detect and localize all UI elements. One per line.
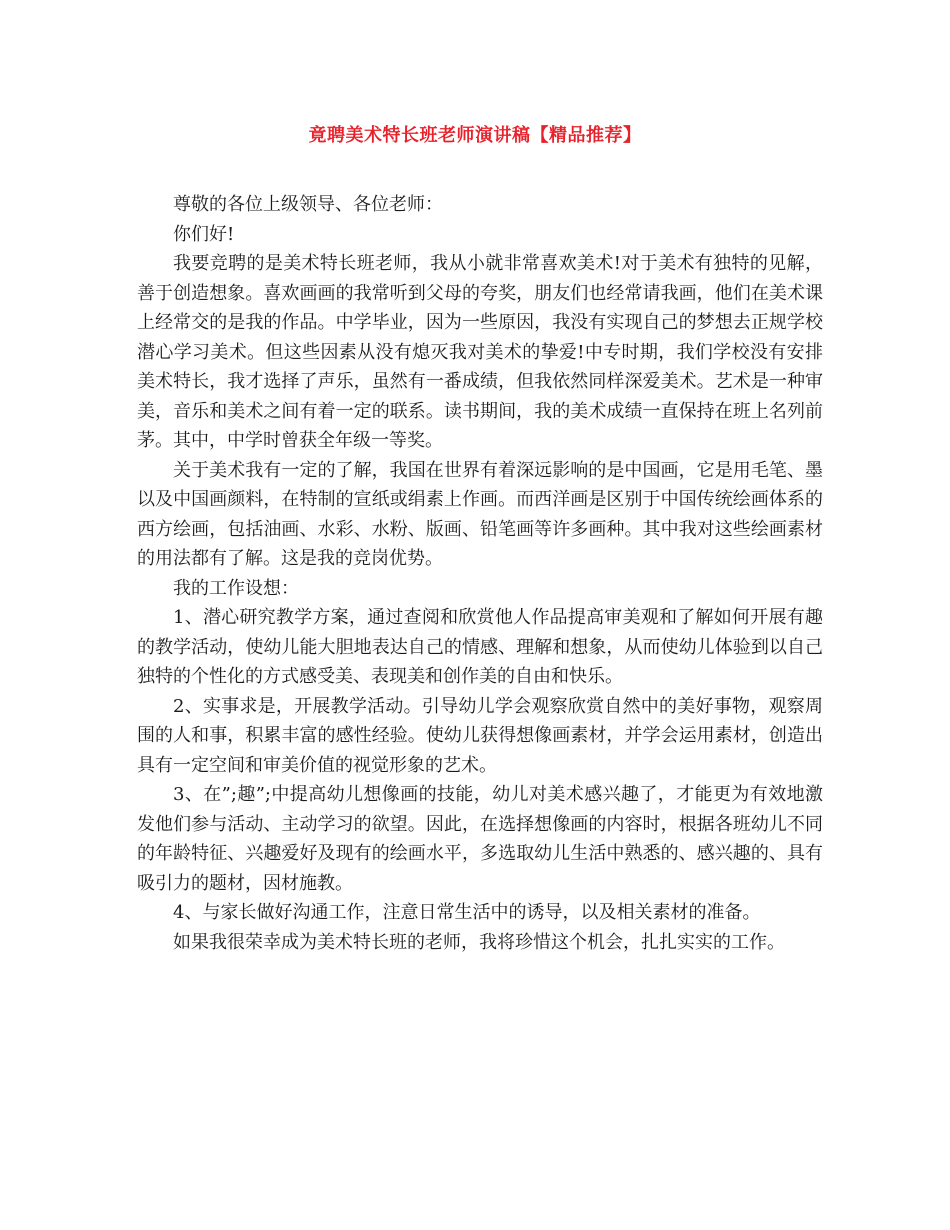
paragraph-plan-item-4: 4、与家长做好沟通工作，注意日常生活中的诱导，以及相关素材的准备。 [173,902,761,923]
paragraph-plan-item-2: 2、实事求是，开展教学活动。引导幼儿学会观察欣赏自然中的美好事物，观察周围的人和事，积累丰富的感性经验。使幼儿获得想像画素材，并学会运用素材，创造出具有一定空间和审美价值的视觉形象的艺术。 [137,695,823,776]
document-body [137,190,823,957]
paragraph-plan-item-3: 3、在”;趣”;中提高幼儿想像画的技能，幼儿对美术感兴趣了，才能更为有效地激发他们参与活动、主动学习的欲望。因此，在选择想像画的内容时，根据各班幼儿不同的年龄特征、兴趣爱好及现有的绘画水平，多选取幼儿生活中熟悉的、感兴趣的、具有吸引力的题材，因材施教。 [137,784,823,894]
paragraph-greeting: 你们好! [173,223,235,245]
paragraph-art-knowledge: 关于美术我有一定的了解，我国在世界有着深远影响的是中国画，它是用毛笔、墨以及中国画颜料，在特制的宣纸或绢素上作画。而西洋画是区别于中国传统绘画体系的西方绘画，包括油画、水彩、水粉、版画、铅笔画等许多画种。其中我对这些绘画素材的用法都有了解。这是我的竞岗优势。 [137,459,823,569]
document-title: 竟聘美术特长班老师演讲稿【精品推荐】 [308,125,642,146]
paragraph-work-plan-heading: 我的工作设想： [173,577,299,599]
paragraph-plan-item-1: 1、潜心研究教学方案，通过查阅和欣赏他人作品提高审美观和了解如何开展有趣的教学活动，使幼儿能大胆地表达自己的情感、理解和想象，从而使幼儿体验到以自己独特的个性化的方式感受美、表现美和创作美的自由和快乐。 [137,607,823,687]
paragraph-salutation: 尊敬的各位上级领导、各位老师： [173,194,443,215]
paragraph-closing: 如果我很荣幸成为美术特长班的老师，我将珍惜这个机会，扎扎实实的工作。 [173,931,785,953]
paragraph-introduction: 我要竞聘的是美术特长班老师，我从小就非常喜欢美术!对于美术有独特的见解，善于创造想象。喜欢画画的我常听到父母的夸奖，朋友们也经常请我画，他们在美术课上经常交的是我的作品。中学毕业，因为一些原因，我没有实现自己的梦想去正规学校潜心学习美术。但这些因素从没有熄灭我对美术的挚爱!中专时期，我们学校没有安排美术特长，我才选择了声乐，虽然有一番成绩，但我依然同样深爱美术。艺术是一种审美，音乐和美术之间有着一定的联系。读书期间，我的美术成绩一直保持在班上名列前茅。其中，中学时曾获全年级一等奖。 [137,253,823,451]
